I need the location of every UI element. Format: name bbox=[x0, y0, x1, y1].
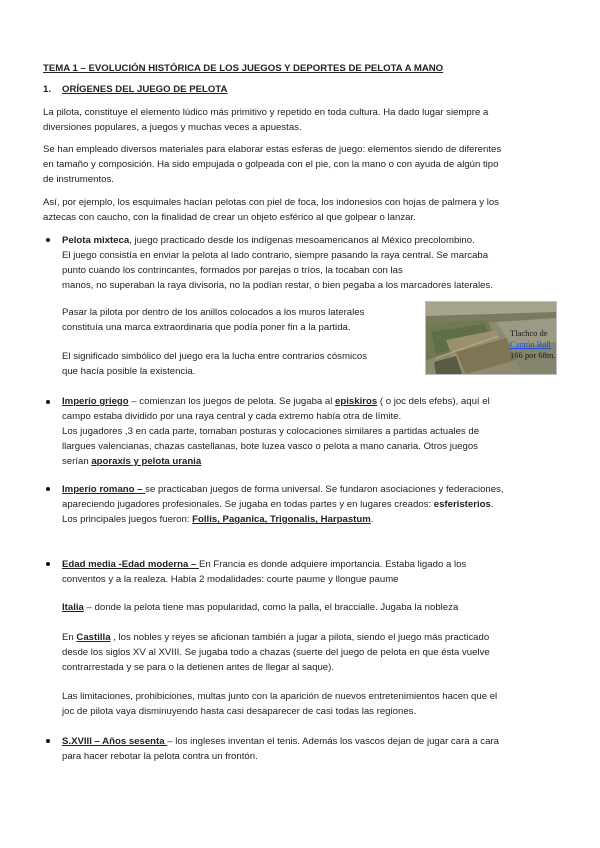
bullet-medieval bbox=[46, 562, 50, 566]
griego-line-last bbox=[62, 454, 201, 469]
episkiros-term: episkiros bbox=[335, 396, 378, 407]
castilla-line: desde los siglos XV al XVIII. Se jugaba todo a chazas (suerte del juego de pelota en que ésta vuelve bbox=[62, 647, 490, 658]
xviii-line: para hacer rebotar la pelota contra un frontón. bbox=[62, 751, 258, 762]
intro-line: Se han empleado diversos materiales para elaborar estas esferas de juego: elementos siendo de diferentes bbox=[43, 144, 502, 155]
romano-text: . bbox=[370, 514, 374, 525]
caption-link[interactable]: Cantón Ball bbox=[510, 339, 551, 349]
griego-text: ( o joc dels efebs), aquí el bbox=[377, 396, 490, 407]
romano-text: . bbox=[490, 499, 494, 510]
mixteca-line-1 bbox=[62, 233, 475, 248]
castilla-term: Castilla bbox=[76, 632, 111, 643]
romano-term: Imperio romano – bbox=[62, 484, 146, 495]
griego-text: – comienzan los juegos de pelota. Se jugaba al bbox=[128, 396, 336, 407]
bullet-romano bbox=[46, 487, 50, 491]
griego-line: Los jugadores ,3 en cada parte, tomaban posturas y colocaciones similares a partidas actuales de bbox=[62, 426, 480, 437]
medieval-text: En Francia es donde adquiere importancia. Estaba ligado a los bbox=[199, 559, 467, 570]
romano-line-2 bbox=[62, 497, 493, 512]
mixteca-term: Pelota mixteca bbox=[62, 235, 130, 246]
xviii-line-1 bbox=[62, 734, 499, 749]
castilla-text: , los nobles y reyes se aficionan también a jugar a pilota, siendo el juego más practicado bbox=[110, 632, 490, 643]
italia-text: – donde la pelota tiene mas popularidad, como la palla, el braccialle. Jugaba la nobleza bbox=[83, 602, 459, 613]
castilla-line: contrarrestada y se para o la detienen antes de llegar al saque). bbox=[62, 662, 334, 673]
limitaciones-line: joc de pilota vaya disminuyendo hasta casi desaparecer de casi todas las regiones. bbox=[62, 706, 417, 717]
mixteca-line: manos, no superaban la raya divisoria, no la podían restar, o bien pegaba a los marcadores laterales. bbox=[62, 280, 493, 291]
mixteca-line: El juego consistía en enviar la pelota al lado contrario, siempre pasando la raya central. Se marcaba bbox=[62, 250, 489, 261]
griego-text: serían bbox=[62, 456, 92, 467]
xviii-term: S.XVIII – Años sesenta bbox=[62, 736, 168, 747]
romano-text: Los principales juegos fueron: bbox=[62, 514, 193, 525]
romano-text: se practicaban juegos de forma universal. Se fundaron asociaciones y federaciones, bbox=[145, 484, 504, 495]
intro-line: de instrumentos. bbox=[43, 174, 114, 185]
section-number: 1. bbox=[43, 84, 52, 95]
romano-text: apareciendo jugadores profesionales. Se jugaba en todas partes y en lugares creados: bbox=[62, 499, 434, 510]
romano-line-1 bbox=[62, 482, 504, 497]
castilla-line-1 bbox=[62, 630, 489, 645]
castilla-text: En bbox=[62, 632, 77, 643]
medieval-term: Edad media -Edad moderna – bbox=[62, 559, 200, 570]
bullet-mixteca bbox=[46, 238, 50, 242]
limitaciones-line: Las limitaciones, prohibiciones, multas junto con la aparición de nuevos entretenimientos hacen que el bbox=[62, 691, 498, 702]
caption-line: Tlachco de bbox=[510, 328, 548, 338]
italia-term: Italia bbox=[62, 602, 84, 613]
intro-line: diversiones populares, a juegos y muchas veces a apuestas. bbox=[43, 122, 302, 133]
griego-line: campo estaba dividido por una raya central y cada extremo había otra de límite. bbox=[62, 411, 402, 422]
intro-line: La pilota, constituye el elemento lúdico más primitivo y repetido en toda cultura. Ha dado lugar siempre a bbox=[43, 107, 489, 118]
mixteca-line: punto cuando los contrincantes, formados por parejas o tríos, la tocaban con las bbox=[62, 265, 403, 276]
mixteca-line: que hacía posible la existencia. bbox=[62, 366, 196, 377]
griego-term: Imperio griego bbox=[62, 396, 129, 407]
medieval-line-1 bbox=[62, 557, 466, 572]
intro-line: aztecas con caucho, con la finalidad de crear un objeto esférico al que golpear o lanzar. bbox=[43, 212, 416, 223]
italia-line bbox=[62, 600, 458, 615]
section-heading: ORÍGENES DEL JUEGO DE PELOTA bbox=[62, 84, 228, 95]
ball-court-photo bbox=[425, 301, 557, 375]
intro-line: Así, por ejemplo, los esquimales hacían pelotas con piel de foca, los indonesios con hojas de palmera y los bbox=[43, 197, 499, 208]
mixteca-line: constituía una marca extraordinaria que podía poner fin a la partida. bbox=[62, 322, 351, 333]
document-title: TEMA 1 – EVOLUCIÓN HISTÓRICA DE LOS JUEGOS Y DEPORTES DE PELOTA A MANO bbox=[43, 63, 444, 74]
bullet-griego bbox=[46, 400, 50, 404]
griego-line-1 bbox=[62, 394, 490, 409]
roman-games-term: Follis, Paganica, Trigonalis, Harpastum bbox=[192, 514, 371, 525]
xviii-text: – los ingleses inventan el tenis. Además los vascos dejan de jugar cara a cara bbox=[167, 736, 499, 747]
intro-line: en tamaño y composición. Ha sido empujada o golpeada con el pie, con la mano o con ayuda de algún tipo bbox=[43, 159, 499, 170]
aporaxis-term: aporaxis y pelota urania bbox=[91, 456, 202, 467]
caption-line: 166 por 68m. bbox=[510, 350, 556, 360]
mixteca-line: El significado simbólico del juego era la lucha entre contrarios cósmicos bbox=[62, 351, 368, 362]
mixteca-text: , juego practicado desde los indígenas mesoamericanos al México precolombino. bbox=[129, 235, 475, 246]
mixteca-line: Pasar la pilota por dentro de los anillos colocados a los muros laterales bbox=[62, 307, 365, 318]
griego-line: llargues valencianas, chazas castellanas, bote luzea vasco o pelota a mano canaria. Otros juegos bbox=[62, 441, 478, 452]
esferisterios-term: esferisterios bbox=[433, 499, 491, 510]
romano-line-3 bbox=[62, 512, 373, 527]
bullet-xviii bbox=[46, 739, 50, 743]
medieval-line: conventos y a la realeza. Había 2 modalidades: courte paume y llongue paume bbox=[62, 574, 399, 585]
